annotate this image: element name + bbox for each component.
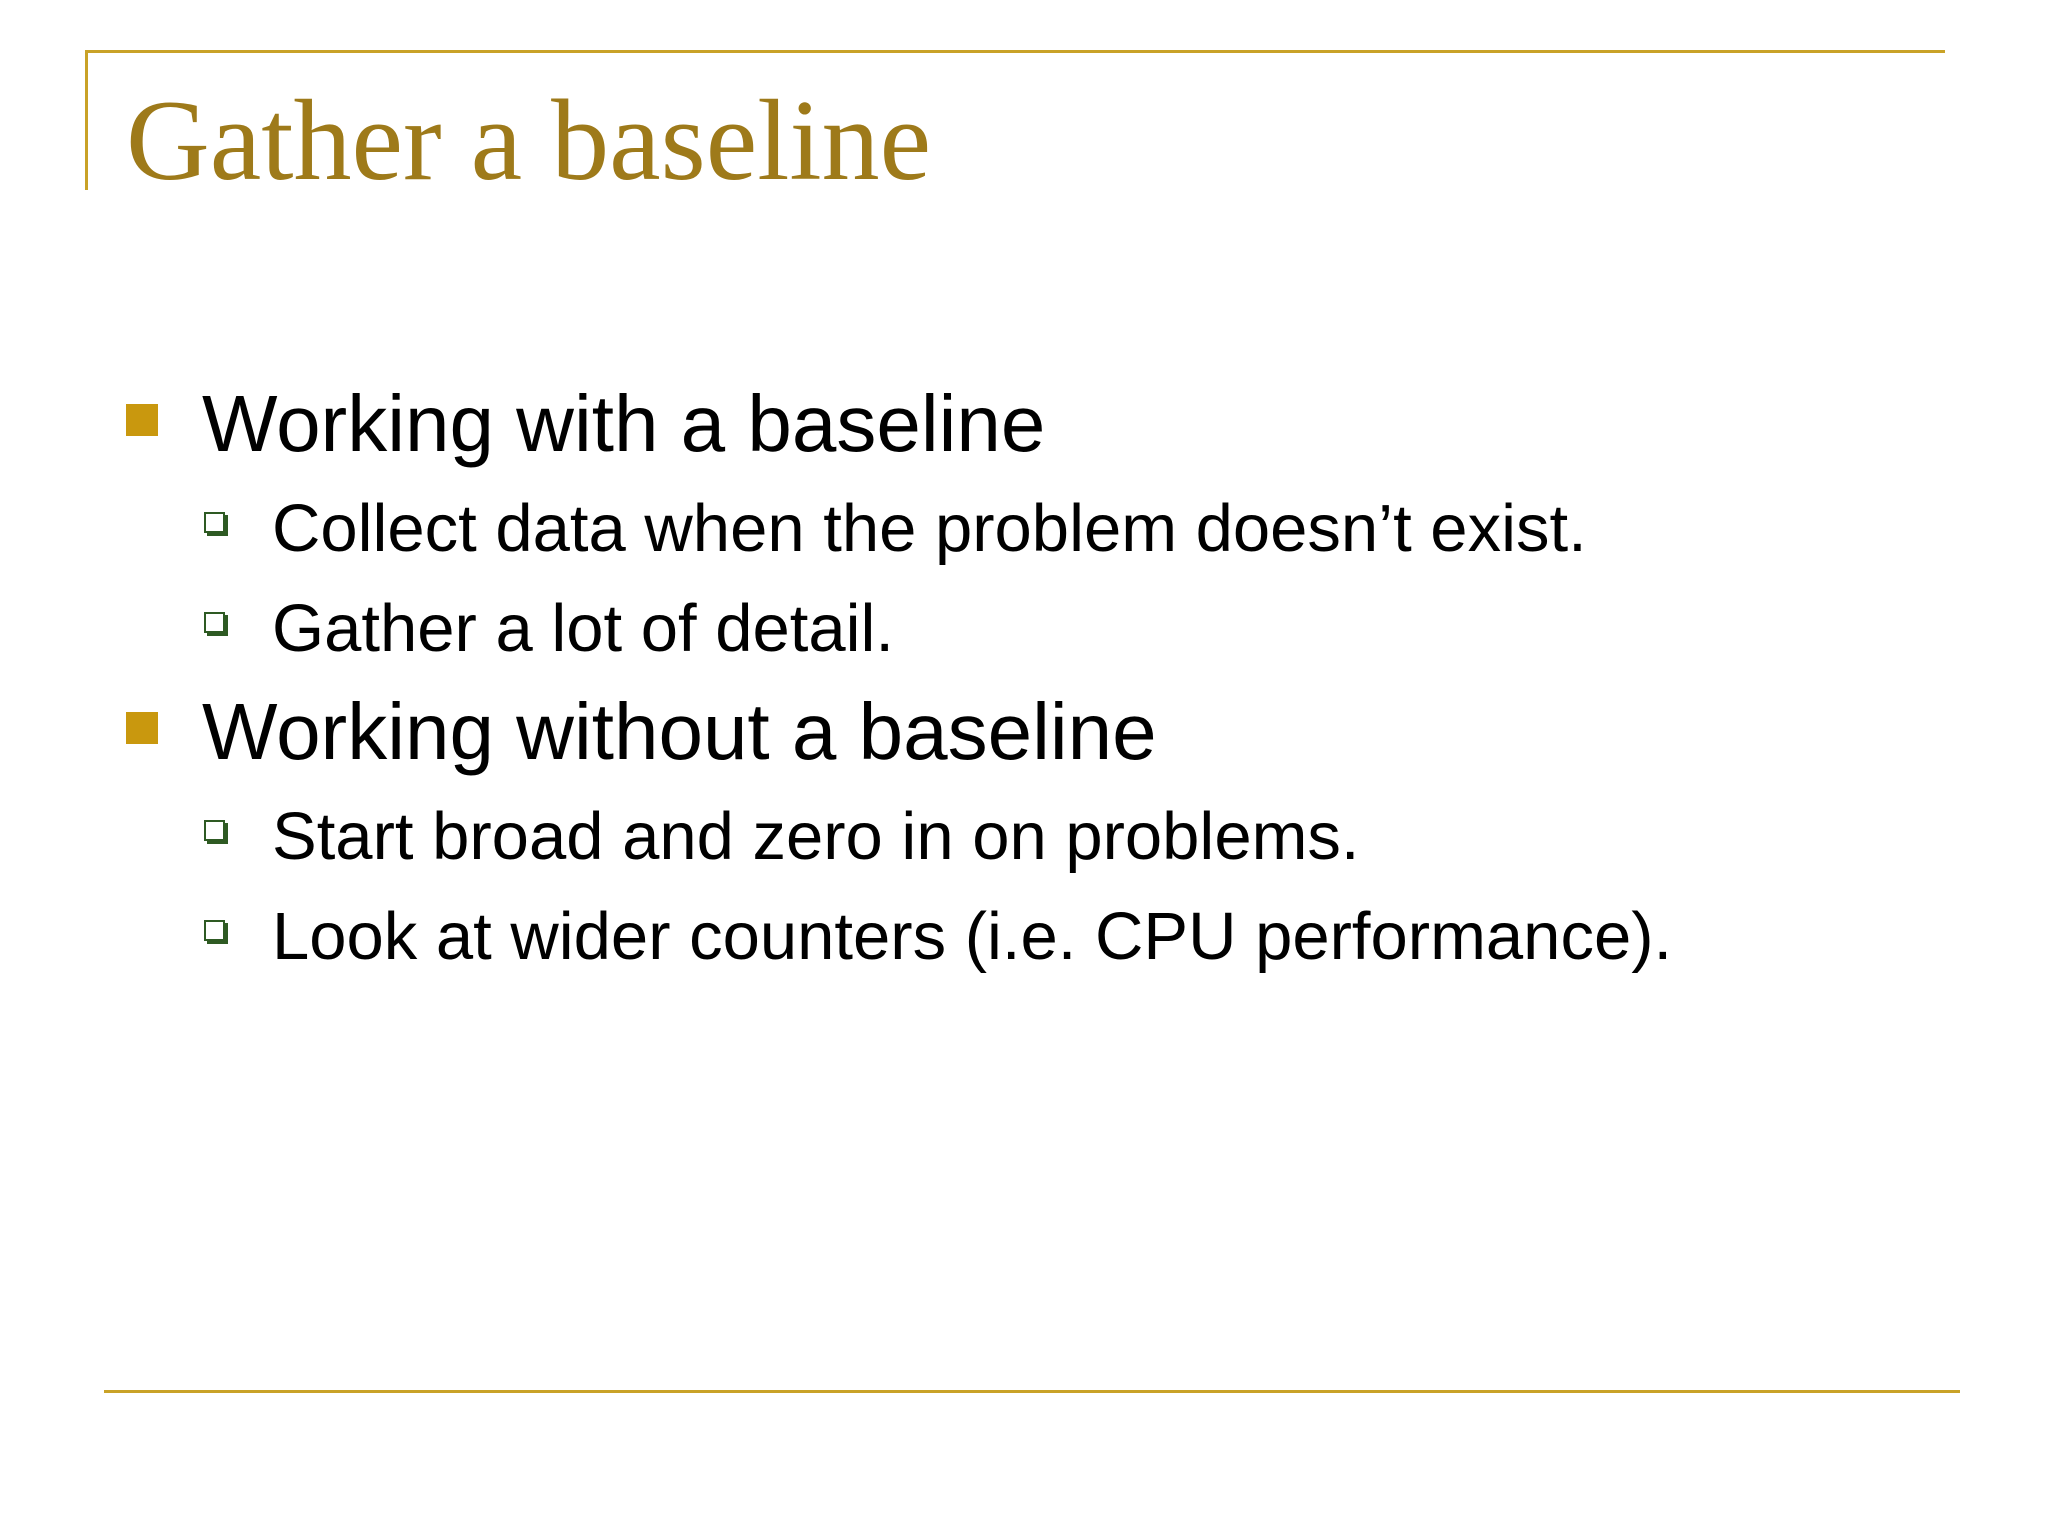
sub-bullet-text: Start broad and zero in on problems. [272,798,1360,874]
sub-bullet-text: Collect data when the problem doesn’t exist. [272,490,1587,566]
square-bullet-icon [126,712,158,744]
sub-bullet-item [126,886,1906,986]
bullet-text: Working with a baseline [202,379,1046,468]
checkbox-bullet-icon [204,820,225,841]
bullet-list [126,370,1906,986]
sub-bullet-item [126,786,1906,886]
sub-bullet-text: Look at wider counters (i.e. CPU performance). [272,898,1673,974]
left-rule-divider [85,50,88,190]
sub-bullet-item [126,478,1906,578]
bullet-item [126,370,1906,478]
bottom-rule-divider [104,1390,1960,1393]
bullet-text: Working without a baseline [202,687,1157,776]
checkbox-bullet-icon [204,920,225,941]
top-rule-divider [85,50,1945,53]
checkbox-bullet-icon [204,512,225,533]
sub-bullet-item [126,578,1906,678]
sub-bullet-text: Gather a lot of detail. [272,590,894,666]
slide-title: Gather a baseline [126,77,932,205]
checkbox-bullet-icon [204,612,225,633]
square-bullet-icon [126,404,158,436]
bullet-item [126,678,1906,786]
